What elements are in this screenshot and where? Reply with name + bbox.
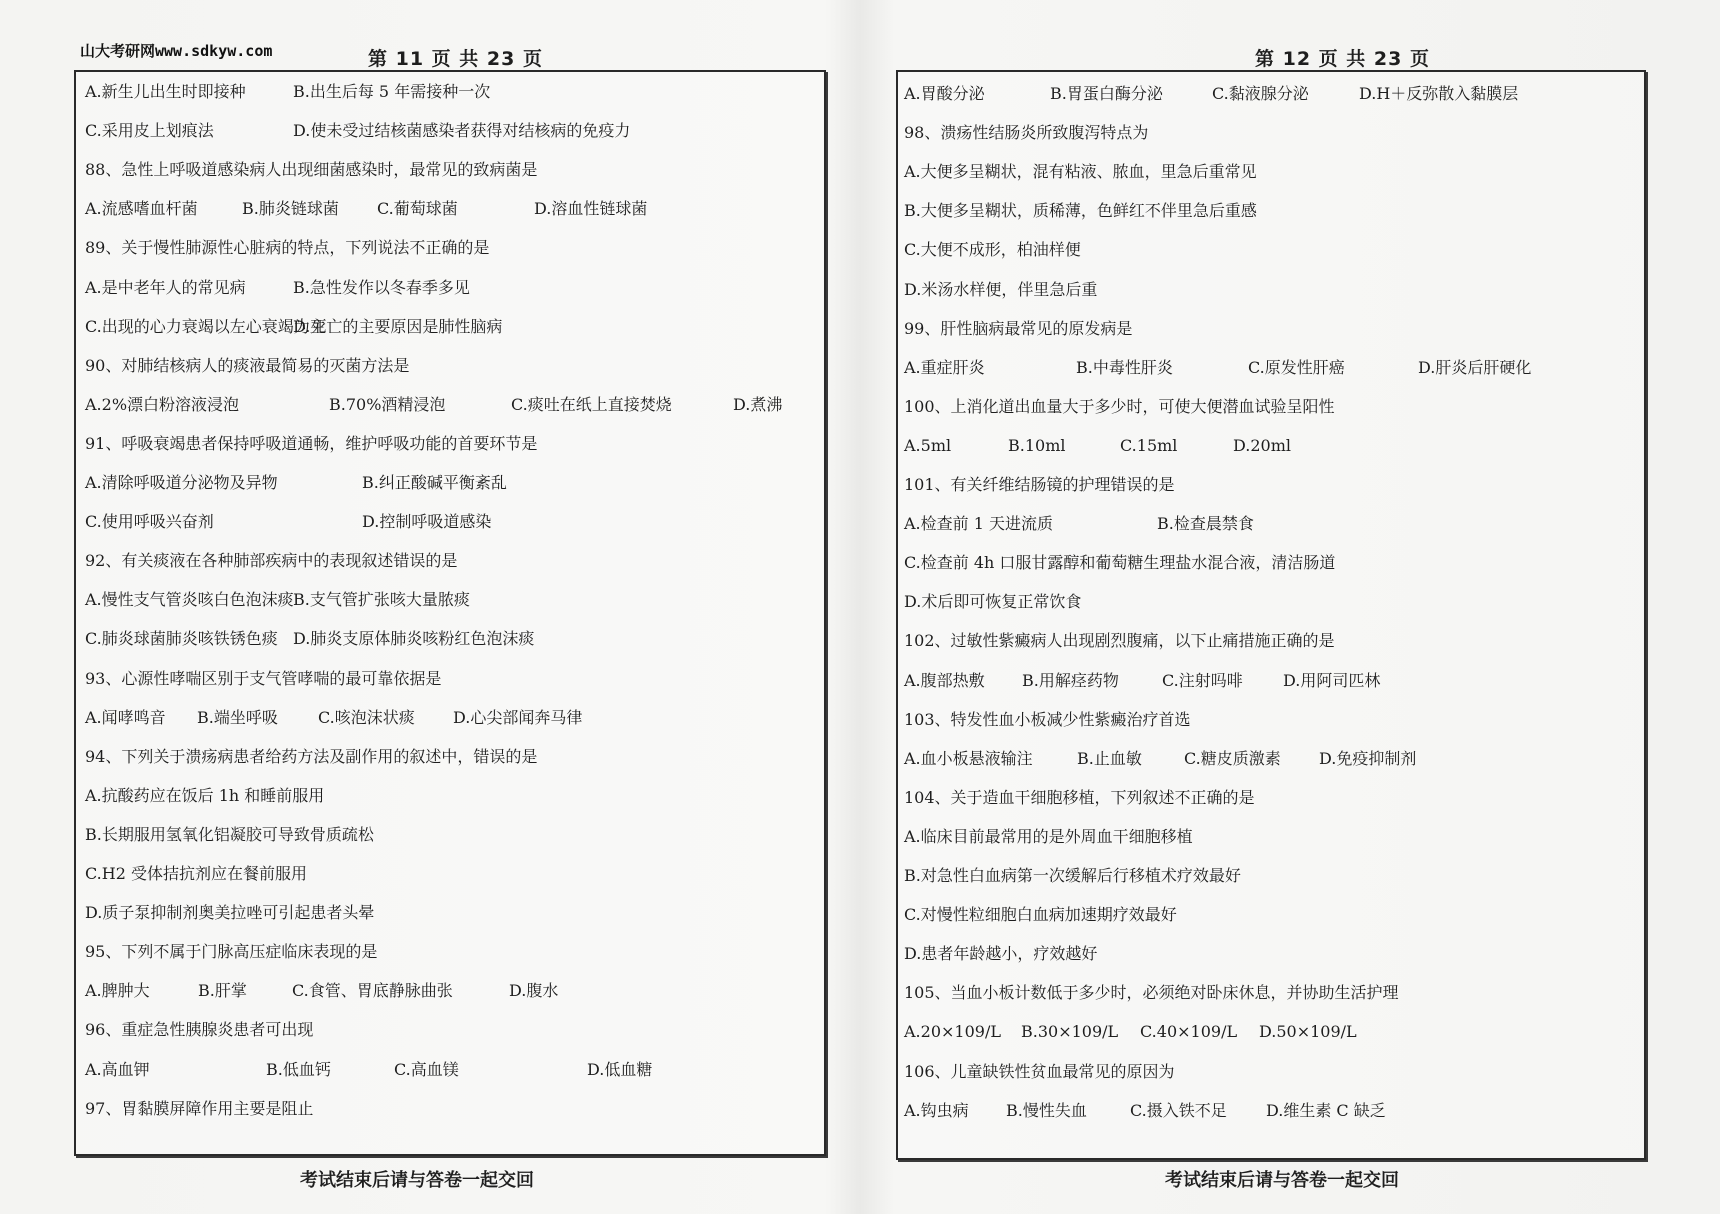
question-text: 96、重症急性胰腺炎患者可出现 — [85, 1020, 314, 1040]
answer-option: A.新生儿出生时即接种 — [85, 82, 246, 101]
question-text: 94、下列关于溃疡病患者给药方法及副作用的叙述中，错误的是 — [85, 746, 538, 766]
text-line — [904, 553, 1624, 575]
question-text: D.患者年龄越小，疗效越好 — [904, 944, 1098, 964]
answer-option: D.维生素 C 缺乏 — [1266, 1100, 1386, 1120]
question-text: 88、急性上呼吸道感染病人出现细菌感染时，最常见的致病菌是 — [85, 160, 538, 180]
answer-option: C.出现的心力衰竭以左心衰竭为主 — [85, 316, 326, 336]
text-line — [85, 1020, 805, 1042]
answer-option: D.溶血性链球菌 — [534, 199, 648, 219]
answer-option: D.使未受过结核菌感染者获得对结核病的免疫力 — [293, 121, 631, 141]
text-line — [85, 1060, 805, 1082]
text-line — [904, 436, 1624, 458]
answer-option: C.注射吗啡 — [1162, 670, 1243, 690]
answer-option: C.摄入铁不足 — [1130, 1100, 1227, 1120]
answer-option: A.闻哮鸣音 — [85, 707, 166, 727]
text-line — [904, 1062, 1624, 1084]
answer-option: A.高血钾 — [85, 1059, 150, 1079]
question-text: A.大便多呈糊状，混有粘液、脓血，里急后重常见 — [904, 162, 1257, 182]
answer-option: D.H＋反弥散入黏膜层 — [1359, 84, 1519, 103]
text-line — [85, 903, 805, 925]
question-text: 89、关于慢性肺源性心脏病的特点，下列说法不正确的是 — [85, 238, 490, 258]
text-line — [904, 631, 1624, 653]
text-line — [85, 981, 805, 1003]
answer-option: D.肺炎支原体肺炎咳粉红色泡沫痰 — [293, 629, 535, 649]
text-line — [904, 84, 1624, 106]
answer-option: B.用解痉药物 — [1022, 670, 1119, 690]
question-text: D.米汤水样便，伴里急后重 — [904, 279, 1098, 299]
answer-option: C.食管、胃底静脉曲张 — [292, 981, 453, 1001]
text-line — [85, 395, 805, 417]
question-text: C.大便不成形，柏油样便 — [904, 240, 1081, 260]
text-line — [85, 356, 805, 378]
text-line — [85, 825, 805, 847]
answer-option: B.急性发作以冬春季多见 — [293, 277, 470, 297]
question-text: 91、呼吸衰竭患者保持呼吸道通畅，维护呼吸功能的首要环节是 — [85, 433, 538, 453]
question-text: 92、有关痰液在各种肺部疾病中的表现叙述错误的是 — [85, 551, 458, 571]
text-line — [85, 786, 805, 808]
text-line — [85, 629, 805, 651]
text-line — [85, 82, 805, 104]
answer-option: C.采用皮上划痕法 — [85, 121, 214, 141]
answer-option: C.使用呼吸兴奋剂 — [85, 512, 214, 532]
answer-option: C.高血镁 — [394, 1059, 459, 1079]
answer-option: C.黏液腺分泌 — [1212, 84, 1309, 103]
answer-option: B.出生后每 5 年需接种一次 — [293, 82, 491, 101]
answer-option: B.中毒性肝炎 — [1076, 357, 1173, 377]
answer-option: A.清除呼吸道分泌物及异物 — [85, 473, 278, 492]
text-line — [904, 671, 1624, 693]
answer-option: B.30×109/L — [1021, 1022, 1119, 1042]
question-text: A.临床目前最常用的是外周血干细胞移植 — [904, 826, 1193, 846]
answer-option: D.死亡的主要原因是肺性脑病 — [293, 316, 503, 336]
text-line — [85, 473, 805, 495]
answer-option: B.端坐呼吸 — [197, 707, 278, 727]
text-line — [85, 1099, 805, 1121]
text-line — [85, 942, 805, 964]
question-text: C.对慢性粒细胞白血病加速期疗效最好 — [904, 905, 1177, 925]
text-line — [904, 592, 1624, 614]
answer-option: A.脾肿大 — [85, 981, 150, 1001]
text-line — [904, 944, 1624, 966]
question-text: D.质子泵抑制剂奥美拉唑可引起患者头晕 — [85, 903, 375, 923]
text-line — [85, 864, 805, 886]
answer-option: C.糖皮质激素 — [1184, 748, 1281, 768]
question-text: 103、特发性血小板减少性紫癜治疗首选 — [904, 709, 1191, 729]
answer-option: C.15ml — [1120, 435, 1178, 455]
question-text: D.术后即可恢复正常饮食 — [904, 592, 1082, 612]
left-page-header: 第 11 页 共 23 页 — [368, 48, 543, 70]
text-line — [904, 827, 1624, 849]
answer-option: D.肝炎后肝硬化 — [1418, 357, 1532, 377]
answer-option: B.纠正酸碱平衡紊乱 — [362, 473, 507, 492]
answer-option: B.支气管扩张咳大量脓痰 — [293, 590, 470, 610]
answer-option: C.痰吐在纸上直接焚烧 — [511, 394, 672, 414]
text-line — [85, 669, 805, 691]
question-text: 97、胃黏膜屏障作用主要是阻止 — [85, 1098, 314, 1118]
text-line — [904, 983, 1624, 1005]
text-line — [85, 551, 805, 573]
question-text: B.大便多呈糊状，质稀薄，色鲜红不伴里急后重感 — [904, 201, 1257, 221]
text-line — [85, 199, 805, 221]
answer-option: D.低血糖 — [587, 1059, 653, 1079]
question-text: 105、当血小板计数低于多少时，必须绝对卧床休息，并协助生活护理 — [904, 983, 1399, 1003]
question-text: 95、下列不属于门脉高压症临床表现的是 — [85, 942, 378, 962]
question-text: 90、对肺结核病人的痰液最简易的灭菌方法是 — [85, 355, 410, 375]
answer-option: D.煮沸 — [733, 394, 783, 414]
answer-option: C.葡萄球菌 — [377, 199, 458, 219]
answer-option: D.腹水 — [509, 981, 559, 1001]
answer-option: D.控制呼吸道感染 — [362, 512, 492, 532]
text-line — [904, 1022, 1624, 1044]
text-line — [904, 788, 1624, 810]
answer-option: D.免疫抑制剂 — [1319, 748, 1417, 768]
answer-option: A.钩虫病 — [904, 1100, 969, 1120]
answer-option: A.胃酸分泌 — [904, 84, 985, 103]
answer-option: B.检查晨禁食 — [1157, 514, 1254, 534]
text-line — [904, 749, 1624, 771]
answer-option: B.肝掌 — [198, 981, 247, 1001]
question-text: A.抗酸药应在饭后 1h 和睡前服用 — [85, 785, 325, 805]
question-text: 100、上消化道出血量大于多少时，可使大便潜血试验呈阳性 — [904, 396, 1335, 416]
answer-option: D.50×109/L — [1259, 1022, 1357, 1042]
text-line — [85, 747, 805, 769]
answer-option: D.用阿司匹林 — [1283, 670, 1381, 690]
text-line — [904, 475, 1624, 497]
answer-option: B.10ml — [1008, 435, 1066, 455]
answer-option: B.低血钙 — [266, 1059, 331, 1079]
text-line — [904, 866, 1624, 888]
answer-option: D.20ml — [1233, 435, 1291, 455]
text-line — [904, 710, 1624, 732]
question-text: C.H2 受体拮抗剂应在餐前服用 — [85, 864, 307, 883]
answer-option: A.检查前 1 天进流质 — [904, 514, 1053, 534]
text-line — [904, 162, 1624, 184]
text-line — [85, 590, 805, 612]
answer-option: B.胃蛋白酶分泌 — [1050, 84, 1163, 103]
answer-option: C.肺炎球菌肺炎咳铁锈色痰 — [85, 629, 278, 649]
question-text: B.长期服用氢氧化铝凝胶可导致骨质疏松 — [85, 824, 374, 844]
text-line — [904, 905, 1624, 927]
right-page-footer: 考试结束后请与答卷一起交回 — [1165, 1170, 1399, 1191]
answer-option: A.血小板悬液输注 — [904, 748, 1033, 768]
answer-option: A.重症肝炎 — [904, 357, 985, 377]
text-line — [85, 708, 805, 730]
text-line — [904, 280, 1624, 302]
answer-option: B.肺炎链球菌 — [242, 199, 339, 219]
text-line — [85, 434, 805, 456]
question-text: 93、心源性哮喘区别于支气管哮喘的最可靠依据是 — [85, 668, 442, 688]
text-line — [904, 240, 1624, 262]
text-line — [85, 317, 805, 339]
right-page-header: 第 12 页 共 23 页 — [1255, 48, 1430, 70]
text-line — [85, 512, 805, 534]
answer-option: A.2%漂白粉溶液浸泡 — [85, 394, 240, 414]
answer-option: C.原发性肝癌 — [1248, 357, 1345, 377]
question-text: 104、关于造血干细胞移植，下列叙述不正确的是 — [904, 787, 1255, 807]
answer-option: A.是中老年人的常见病 — [85, 277, 246, 297]
text-line — [85, 160, 805, 182]
answer-option: A.5ml — [904, 435, 952, 455]
answer-option: A.20×109/L — [904, 1022, 1001, 1042]
question-text: 98、溃疡性结肠炎所致腹泻特点为 — [904, 123, 1149, 143]
answer-option: B.止血敏 — [1077, 748, 1142, 768]
text-line — [85, 121, 805, 143]
text-line — [904, 1101, 1624, 1123]
text-line — [904, 319, 1624, 341]
question-text: 99、肝性脑病最常见的原发病是 — [904, 318, 1133, 338]
text-line — [904, 514, 1624, 536]
question-text: 101、有关纤维结肠镜的护理错误的是 — [904, 475, 1175, 494]
text-line — [85, 278, 805, 300]
answer-option: A.流感嗜血杆菌 — [85, 199, 198, 219]
answer-option: A.腹部热敷 — [904, 670, 985, 690]
text-line — [85, 238, 805, 260]
question-text: B.对急性白血病第一次缓解后行移植术疗效最好 — [904, 866, 1241, 885]
answer-option: C.咳泡沫状痰 — [318, 707, 415, 727]
question-text: 106、儿童缺铁性贫血最常见的原因为 — [904, 1061, 1175, 1081]
left-page-footer: 考试结束后请与答卷一起交回 — [300, 1170, 534, 1191]
text-line — [904, 123, 1624, 145]
text-line — [904, 397, 1624, 419]
answer-option: A.慢性支气管炎咳白色泡沫痰 — [85, 590, 294, 610]
text-line — [904, 201, 1624, 223]
answer-option: D.心尖部闻奔马律 — [453, 707, 583, 727]
answer-option: C.40×109/L — [1140, 1022, 1238, 1042]
answer-option: B.慢性失血 — [1006, 1100, 1087, 1120]
question-text: C.检查前 4h 口服甘露醇和葡萄糖生理盐水混合液，清洁肠道 — [904, 553, 1336, 573]
site-watermark: 山大考研网www.sdkyw.com — [80, 42, 273, 60]
question-text: 102、过敏性紫癜病人出现剧烈腹痛，以下止痛措施正确的是 — [904, 631, 1335, 651]
answer-option: B.70%酒精浸泡 — [329, 394, 446, 414]
text-line — [904, 358, 1624, 380]
